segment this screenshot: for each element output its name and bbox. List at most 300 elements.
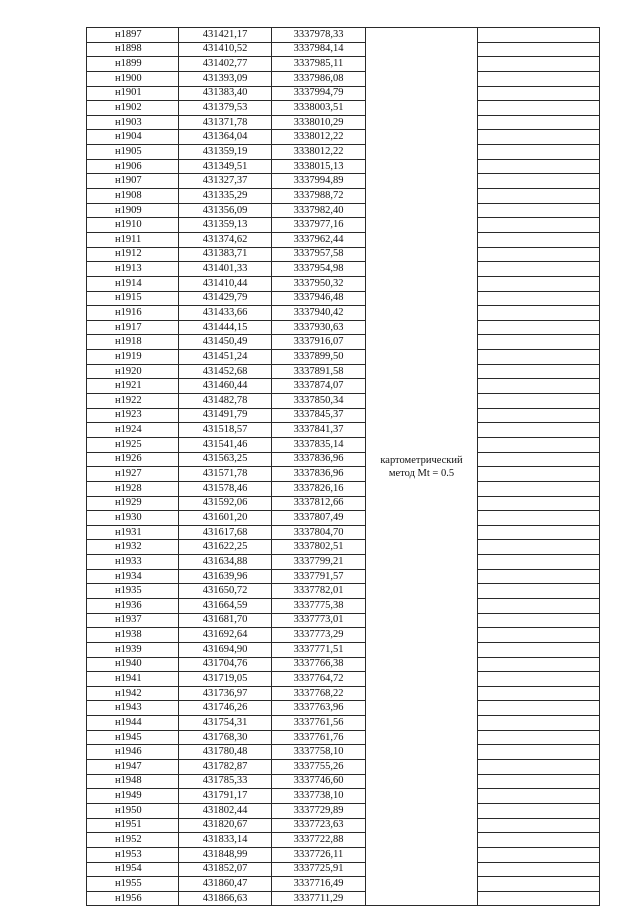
x-coordinate-cell: 431374,62 [179, 232, 272, 247]
y-coordinate-cell: 3337988,72 [272, 189, 366, 204]
y-coordinate-cell: 3337985,11 [272, 57, 366, 72]
y-coordinate-cell: 3337766,38 [272, 657, 366, 672]
empty-cell [478, 57, 600, 72]
point-id-cell: н1909 [87, 203, 179, 218]
x-coordinate-cell: 431578,46 [179, 481, 272, 496]
y-coordinate-cell: 3337726,11 [272, 847, 366, 862]
y-coordinate-cell: 3337874,07 [272, 379, 366, 394]
table-row [87, 613, 600, 628]
table-row [87, 42, 600, 57]
empty-cell [478, 145, 600, 160]
point-id-cell: н1924 [87, 423, 179, 438]
x-coordinate-cell: 431460,44 [179, 379, 272, 394]
empty-cell [478, 686, 600, 701]
table-row [87, 379, 600, 394]
x-coordinate-cell: 431451,24 [179, 350, 272, 365]
point-id-cell: н1912 [87, 247, 179, 262]
table-row [87, 320, 600, 335]
empty-cell [478, 555, 600, 570]
empty-cell [478, 584, 600, 599]
method-cell [366, 28, 478, 906]
y-coordinate-cell: 3337982,40 [272, 203, 366, 218]
table-row [87, 159, 600, 174]
y-coordinate-cell: 3337738,10 [272, 789, 366, 804]
point-id-cell: н1956 [87, 891, 179, 906]
y-coordinate-cell: 3337940,42 [272, 306, 366, 321]
empty-cell [478, 189, 600, 204]
table-row [87, 101, 600, 116]
y-coordinate-cell: 3337978,33 [272, 28, 366, 43]
point-id-cell: н1938 [87, 628, 179, 643]
empty-cell [478, 657, 600, 672]
empty-cell [478, 496, 600, 511]
table-row [87, 672, 600, 687]
y-coordinate-cell: 3337802,51 [272, 540, 366, 555]
point-id-cell: н1949 [87, 789, 179, 804]
empty-cell [478, 306, 600, 321]
y-coordinate-cell: 3337930,63 [272, 320, 366, 335]
x-coordinate-cell: 431444,15 [179, 320, 272, 335]
table-row [87, 730, 600, 745]
table-row [87, 642, 600, 657]
y-coordinate-cell: 3337758,10 [272, 745, 366, 760]
point-id-cell: н1944 [87, 716, 179, 731]
empty-cell [478, 877, 600, 892]
point-id-cell: н1927 [87, 467, 179, 482]
table-row [87, 364, 600, 379]
empty-cell [478, 101, 600, 116]
empty-cell [478, 818, 600, 833]
point-id-cell: н1903 [87, 115, 179, 130]
table-row [87, 452, 600, 467]
empty-cell [478, 481, 600, 496]
point-id-cell: н1935 [87, 584, 179, 599]
x-coordinate-cell: 431785,33 [179, 774, 272, 789]
empty-cell [478, 232, 600, 247]
table-row [87, 540, 600, 555]
table-row [87, 511, 600, 526]
y-coordinate-cell: 3338012,22 [272, 145, 366, 160]
point-id-cell: н1930 [87, 511, 179, 526]
empty-cell [478, 613, 600, 628]
point-id-cell: н1937 [87, 613, 179, 628]
point-id-cell: н1954 [87, 862, 179, 877]
x-coordinate-cell: 431402,77 [179, 57, 272, 72]
x-coordinate-cell: 431491,79 [179, 408, 272, 423]
point-id-cell: н1943 [87, 701, 179, 716]
empty-cell [478, 115, 600, 130]
empty-cell [478, 569, 600, 584]
point-id-cell: н1942 [87, 686, 179, 701]
x-coordinate-cell: 431802,44 [179, 803, 272, 818]
point-id-cell: н1913 [87, 262, 179, 277]
x-coordinate-cell: 431634,88 [179, 555, 272, 570]
point-id-cell: н1931 [87, 525, 179, 540]
method-accuracy-label: метод Mt = 0.5 [388, 467, 455, 479]
x-coordinate-cell: 431335,29 [179, 189, 272, 204]
table-row [87, 467, 600, 482]
x-coordinate-cell: 431681,70 [179, 613, 272, 628]
point-id-cell: н1919 [87, 350, 179, 365]
y-coordinate-cell: 3337729,89 [272, 803, 366, 818]
table-row [87, 394, 600, 409]
y-coordinate-cell: 3337836,96 [272, 467, 366, 482]
x-coordinate-cell: 431364,04 [179, 130, 272, 145]
empty-cell [478, 760, 600, 775]
empty-cell [478, 525, 600, 540]
table-row [87, 145, 600, 160]
empty-cell [478, 86, 600, 101]
x-coordinate-cell: 431571,78 [179, 467, 272, 482]
x-coordinate-cell: 431664,59 [179, 598, 272, 613]
y-coordinate-cell: 3337768,22 [272, 686, 366, 701]
y-coordinate-cell: 3337799,21 [272, 555, 366, 570]
table-row [87, 818, 600, 833]
empty-cell [478, 833, 600, 848]
point-id-cell: н1900 [87, 71, 179, 86]
empty-cell [478, 701, 600, 716]
y-coordinate-cell: 3337773,29 [272, 628, 366, 643]
table-row [87, 481, 600, 496]
y-coordinate-cell: 3337723,63 [272, 818, 366, 833]
empty-cell [478, 174, 600, 189]
empty-cell [478, 203, 600, 218]
table-row [87, 306, 600, 321]
y-coordinate-cell: 3337916,07 [272, 335, 366, 350]
x-coordinate-cell: 431452,68 [179, 364, 272, 379]
y-coordinate-cell: 3337773,01 [272, 613, 366, 628]
y-coordinate-cell: 3337845,37 [272, 408, 366, 423]
x-coordinate-cell: 431359,19 [179, 145, 272, 160]
point-id-cell: н1953 [87, 847, 179, 862]
x-coordinate-cell: 431393,09 [179, 71, 272, 86]
table-row [87, 496, 600, 511]
empty-cell [478, 774, 600, 789]
x-coordinate-cell: 431518,57 [179, 423, 272, 438]
y-coordinate-cell: 3337962,44 [272, 232, 366, 247]
x-coordinate-cell: 431541,46 [179, 437, 272, 452]
empty-cell [478, 628, 600, 643]
y-coordinate-cell: 3337804,70 [272, 525, 366, 540]
point-id-cell: н1906 [87, 159, 179, 174]
x-coordinate-cell: 431359,13 [179, 218, 272, 233]
empty-cell [478, 130, 600, 145]
x-coordinate-cell: 431833,14 [179, 833, 272, 848]
x-coordinate-cell: 431349,51 [179, 159, 272, 174]
empty-cell [478, 511, 600, 526]
table-row [87, 803, 600, 818]
table-row [87, 437, 600, 452]
table-row [87, 745, 600, 760]
y-coordinate-cell: 3337761,76 [272, 730, 366, 745]
point-id-cell: н1932 [87, 540, 179, 555]
x-coordinate-cell: 431563,25 [179, 452, 272, 467]
point-id-cell: н1902 [87, 101, 179, 116]
y-coordinate-cell: 3337812,66 [272, 496, 366, 511]
y-coordinate-cell: 3337986,08 [272, 71, 366, 86]
table-row [87, 847, 600, 862]
point-id-cell: н1934 [87, 569, 179, 584]
x-coordinate-cell: 431848,99 [179, 847, 272, 862]
table-row [87, 569, 600, 584]
x-coordinate-cell: 431450,49 [179, 335, 272, 350]
empty-cell [478, 42, 600, 57]
table-row [87, 877, 600, 892]
point-id-cell: н1915 [87, 291, 179, 306]
table-row [87, 232, 600, 247]
y-coordinate-cell: 3337746,60 [272, 774, 366, 789]
x-coordinate-cell: 431371,78 [179, 115, 272, 130]
point-id-cell: н1933 [87, 555, 179, 570]
table-row [87, 115, 600, 130]
point-id-cell: н1947 [87, 760, 179, 775]
empty-cell [478, 291, 600, 306]
y-coordinate-cell: 3337763,96 [272, 701, 366, 716]
point-id-cell: н1951 [87, 818, 179, 833]
point-id-cell: н1946 [87, 745, 179, 760]
point-id-cell: н1936 [87, 598, 179, 613]
x-coordinate-cell: 431782,87 [179, 760, 272, 775]
method-label: картометрический [380, 454, 463, 466]
x-coordinate-cell: 431852,07 [179, 862, 272, 877]
empty-cell [478, 467, 600, 482]
x-coordinate-cell: 431429,79 [179, 291, 272, 306]
table-row [87, 86, 600, 101]
empty-cell [478, 423, 600, 438]
table-row [87, 598, 600, 613]
x-coordinate-cell: 431410,44 [179, 276, 272, 291]
point-id-cell: н1926 [87, 452, 179, 467]
point-id-cell: н1940 [87, 657, 179, 672]
table-row [87, 247, 600, 262]
x-coordinate-cell: 431379,53 [179, 101, 272, 116]
point-id-cell: н1929 [87, 496, 179, 511]
point-id-cell: н1911 [87, 232, 179, 247]
table-row [87, 716, 600, 731]
empty-cell [478, 803, 600, 818]
empty-cell [478, 847, 600, 862]
empty-cell [478, 335, 600, 350]
y-coordinate-cell: 3337891,58 [272, 364, 366, 379]
point-id-cell: н1901 [87, 86, 179, 101]
empty-cell [478, 262, 600, 277]
x-coordinate-cell: 431650,72 [179, 584, 272, 599]
point-id-cell: н1923 [87, 408, 179, 423]
y-coordinate-cell: 3337994,79 [272, 86, 366, 101]
y-coordinate-cell: 3337954,98 [272, 262, 366, 277]
x-coordinate-cell: 431860,47 [179, 877, 272, 892]
point-id-cell: н1908 [87, 189, 179, 204]
empty-cell [478, 891, 600, 906]
point-id-cell: н1897 [87, 28, 179, 43]
x-coordinate-cell: 431410,52 [179, 42, 272, 57]
table-row [87, 276, 600, 291]
coordinates-table [86, 27, 600, 906]
table-row [87, 657, 600, 672]
x-coordinate-cell: 431780,48 [179, 745, 272, 760]
point-id-cell: н1941 [87, 672, 179, 687]
point-id-cell: н1898 [87, 42, 179, 57]
y-coordinate-cell: 3337957,58 [272, 247, 366, 262]
x-coordinate-cell: 431791,17 [179, 789, 272, 804]
point-id-cell: н1945 [87, 730, 179, 745]
point-id-cell: н1899 [87, 57, 179, 72]
table-row [87, 584, 600, 599]
table-row [87, 335, 600, 350]
table-row [87, 291, 600, 306]
y-coordinate-cell: 3337782,01 [272, 584, 366, 599]
table-row [87, 701, 600, 716]
empty-cell [478, 437, 600, 452]
empty-cell [478, 598, 600, 613]
empty-cell [478, 159, 600, 174]
table-row [87, 218, 600, 233]
y-coordinate-cell: 3337722,88 [272, 833, 366, 848]
x-coordinate-cell: 431601,20 [179, 511, 272, 526]
x-coordinate-cell: 431383,40 [179, 86, 272, 101]
point-id-cell: н1904 [87, 130, 179, 145]
point-id-cell: н1910 [87, 218, 179, 233]
y-coordinate-cell: 3337775,38 [272, 598, 366, 613]
empty-cell [478, 745, 600, 760]
point-id-cell: н1928 [87, 481, 179, 496]
empty-cell [478, 672, 600, 687]
empty-cell [478, 716, 600, 731]
y-coordinate-cell: 3337946,48 [272, 291, 366, 306]
point-id-cell: н1920 [87, 364, 179, 379]
y-coordinate-cell: 3337977,16 [272, 218, 366, 233]
table-row [87, 408, 600, 423]
point-id-cell: н1914 [87, 276, 179, 291]
table-row [87, 891, 600, 906]
point-id-cell: н1955 [87, 877, 179, 892]
empty-cell [478, 452, 600, 467]
point-id-cell: н1925 [87, 437, 179, 452]
y-coordinate-cell: 3337761,56 [272, 716, 366, 731]
y-coordinate-cell: 3337716,49 [272, 877, 366, 892]
empty-cell [478, 364, 600, 379]
x-coordinate-cell: 431356,09 [179, 203, 272, 218]
x-coordinate-cell: 431482,78 [179, 394, 272, 409]
x-coordinate-cell: 431639,96 [179, 569, 272, 584]
empty-cell [478, 730, 600, 745]
table-row [87, 628, 600, 643]
table-row [87, 555, 600, 570]
y-coordinate-cell: 3337771,51 [272, 642, 366, 657]
y-coordinate-cell: 3337835,14 [272, 437, 366, 452]
point-id-cell: н1939 [87, 642, 179, 657]
empty-cell [478, 276, 600, 291]
x-coordinate-cell: 431421,17 [179, 28, 272, 43]
y-coordinate-cell: 3338012,22 [272, 130, 366, 145]
table-row [87, 350, 600, 365]
table-row [87, 774, 600, 789]
y-coordinate-cell: 3337841,37 [272, 423, 366, 438]
table-row [87, 262, 600, 277]
empty-cell [478, 642, 600, 657]
y-coordinate-cell: 3337791,57 [272, 569, 366, 584]
table-row [87, 203, 600, 218]
x-coordinate-cell: 431746,26 [179, 701, 272, 716]
empty-cell [478, 394, 600, 409]
table-row [87, 760, 600, 775]
table-row [87, 862, 600, 877]
table-row [87, 174, 600, 189]
empty-cell [478, 218, 600, 233]
x-coordinate-cell: 431768,30 [179, 730, 272, 745]
empty-cell [478, 862, 600, 877]
point-id-cell: н1922 [87, 394, 179, 409]
point-id-cell: н1952 [87, 833, 179, 848]
table-row [87, 686, 600, 701]
point-id-cell: н1950 [87, 803, 179, 818]
x-coordinate-cell: 431820,67 [179, 818, 272, 833]
point-id-cell: н1917 [87, 320, 179, 335]
x-coordinate-cell: 431736,97 [179, 686, 272, 701]
y-coordinate-cell: 3338003,51 [272, 101, 366, 116]
table-row [87, 789, 600, 804]
y-coordinate-cell: 3337899,50 [272, 350, 366, 365]
y-coordinate-cell: 3337725,91 [272, 862, 366, 877]
empty-cell [478, 379, 600, 394]
point-id-cell: н1921 [87, 379, 179, 394]
table-row [87, 57, 600, 72]
y-coordinate-cell: 3337836,96 [272, 452, 366, 467]
y-coordinate-cell: 3337984,14 [272, 42, 366, 57]
empty-cell [478, 71, 600, 86]
table-row [87, 423, 600, 438]
point-id-cell: н1907 [87, 174, 179, 189]
y-coordinate-cell: 3337950,32 [272, 276, 366, 291]
y-coordinate-cell: 3338015,13 [272, 159, 366, 174]
point-id-cell: н1948 [87, 774, 179, 789]
x-coordinate-cell: 431754,31 [179, 716, 272, 731]
y-coordinate-cell: 3337764,72 [272, 672, 366, 687]
y-coordinate-cell: 3337994,89 [272, 174, 366, 189]
x-coordinate-cell: 431383,71 [179, 247, 272, 262]
x-coordinate-cell: 431433,66 [179, 306, 272, 321]
x-coordinate-cell: 431704,76 [179, 657, 272, 672]
x-coordinate-cell: 431327,37 [179, 174, 272, 189]
coordinates-table-body [87, 28, 600, 906]
x-coordinate-cell: 431694,90 [179, 642, 272, 657]
x-coordinate-cell: 431719,05 [179, 672, 272, 687]
x-coordinate-cell: 431401,33 [179, 262, 272, 277]
table-row [87, 189, 600, 204]
point-id-cell: н1905 [87, 145, 179, 160]
y-coordinate-cell: 3337755,26 [272, 760, 366, 775]
point-id-cell: н1918 [87, 335, 179, 350]
y-coordinate-cell: 3337826,16 [272, 481, 366, 496]
empty-cell [478, 540, 600, 555]
point-id-cell: н1916 [87, 306, 179, 321]
empty-cell [478, 28, 600, 43]
table-row [87, 28, 600, 43]
empty-cell [478, 408, 600, 423]
x-coordinate-cell: 431866,63 [179, 891, 272, 906]
x-coordinate-cell: 431592,06 [179, 496, 272, 511]
table-row [87, 525, 600, 540]
empty-cell [478, 350, 600, 365]
y-coordinate-cell: 3337807,49 [272, 511, 366, 526]
y-coordinate-cell: 3338010,29 [272, 115, 366, 130]
x-coordinate-cell: 431692,64 [179, 628, 272, 643]
table-row [87, 130, 600, 145]
y-coordinate-cell: 3337711,29 [272, 891, 366, 906]
table-row [87, 71, 600, 86]
empty-cell [478, 789, 600, 804]
x-coordinate-cell: 431622,25 [179, 540, 272, 555]
